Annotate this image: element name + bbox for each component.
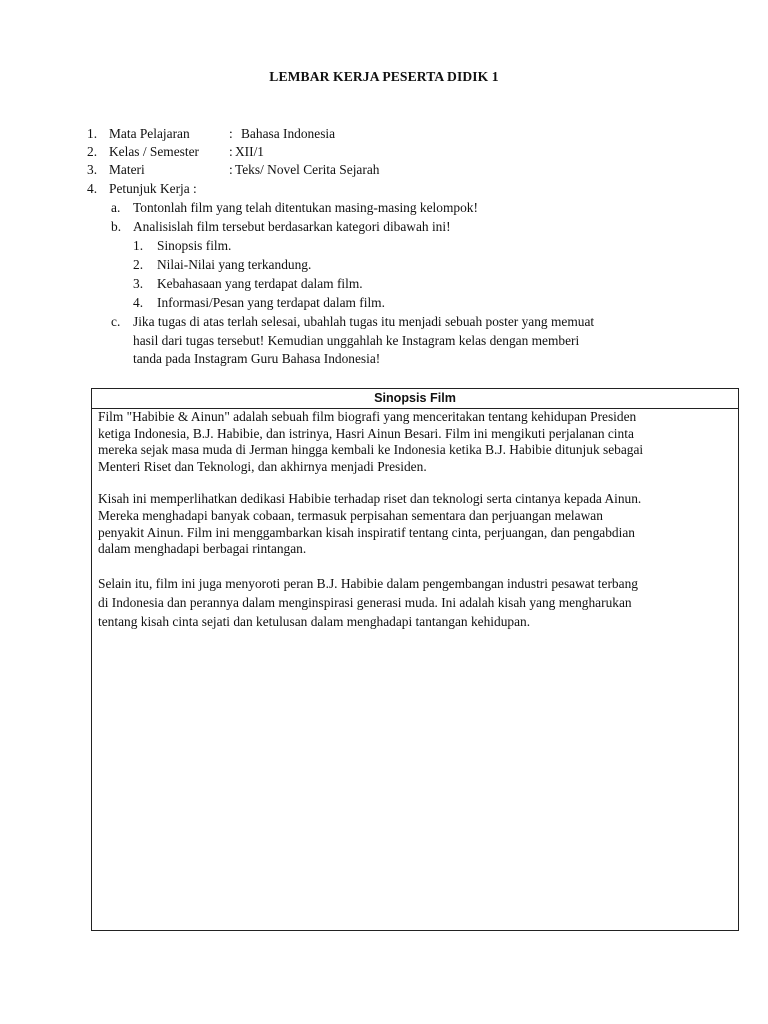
text-line: Film "Habibie & Ainun" adalah sebuah film biografi yang menceritakan tentang kehidupan Presiden [98, 409, 637, 424]
instruction-c [0, 313, 768, 331]
info-item-subject [0, 125, 768, 143]
field-separator: : [229, 126, 233, 141]
sub-item-text: Kebahasaan yang terdapat dalam film. [157, 276, 363, 291]
instruction-c-continuation [0, 332, 768, 350]
synopsis-paragraph [98, 409, 738, 475]
field-label: Materi [109, 162, 145, 177]
field-separator: : [229, 162, 233, 177]
text-line: Menteri Riset dan Teknologi, dan akhirnya menjadi Presiden. [98, 458, 427, 474]
field-value: Teks/ Novel Cerita Sejarah [235, 162, 380, 177]
instruction-a [0, 199, 768, 217]
sub-item-text: Nilai-Nilai yang terkandung. [157, 257, 312, 272]
page-title: LEMBAR KERJA PESERTA DIDIK 1 [269, 69, 499, 84]
synopsis-paragraph [98, 574, 738, 631]
text-line: mereka sejak masa muda di Jerman hingga kembali ke Indonesia ketika B.J. Habibie ditunjuk sebagai [98, 442, 644, 458]
instruction-text: Tontonlah film yang telah ditentukan masing-masing kelompok! [133, 200, 478, 215]
list-marker: c. [111, 314, 121, 329]
list-number: 2. [133, 257, 144, 272]
sub-item-text: Informasi/Pesan yang terdapat dalam film. [157, 295, 385, 310]
instruction-b [0, 218, 768, 236]
list-number: 4. [133, 295, 144, 310]
list-number: 4. [87, 181, 98, 196]
field-label: Petunjuk Kerja : [109, 181, 197, 196]
instruction-text: Analisislah film tersebut berdasarkan kategori dibawah ini! [133, 219, 451, 234]
info-item-class [0, 143, 768, 161]
synopsis-heading: Sinopsis Film [92, 389, 738, 409]
field-label: Mata Pelajaran [109, 126, 190, 141]
synopsis-body [92, 409, 738, 631]
list-number: 2. [87, 144, 98, 159]
text-line: penyakit Ainun. Film ini menggambarkan kisah inspiratif tentang cinta, perjuangan, dan pengabdian [98, 524, 635, 540]
sub-item [0, 256, 768, 274]
field-value: XII/1 [235, 144, 265, 159]
sub-item-text: Sinopsis film. [157, 238, 232, 253]
field-value: Bahasa Indonesia [241, 126, 336, 141]
instruction-c-continuation [0, 350, 768, 368]
list-marker: b. [111, 219, 122, 234]
text-line: Selain itu, film ini juga menyoroti peran B.J. Habibie dalam pengembangan industri pesawat terbang [98, 575, 638, 591]
sub-item [0, 275, 768, 293]
instruction-text: hasil dari tugas tersebut! Kemudian unggahlah ke Instagram kelas dengan memberi [133, 333, 580, 348]
text-line: ketiga Indonesia, B.J. Habibie, dan istrinya, Hasri Ainun Besari. Film ini mengikuti perjalanan cinta [98, 425, 634, 441]
info-item-instructions [0, 180, 768, 198]
text-line: Kisah ini memperlihatkan dedikasi Habibie terhadap riset dan teknologi serta cintanya kepada Ainun. [98, 491, 642, 507]
list-marker: a. [111, 200, 121, 215]
instruction-text: Jika tugas di atas terlah selesai, ubahlah tugas itu menjadi sebuah poster yang memuat [133, 314, 595, 329]
list-number: 1. [87, 126, 98, 141]
list-number: 1. [133, 238, 144, 253]
field-label: Kelas / Semester [109, 144, 199, 159]
synopsis-paragraph [98, 491, 738, 557]
sub-item [0, 237, 768, 255]
list-number: 3. [87, 162, 98, 177]
sub-item [0, 294, 768, 312]
text-line: di Indonesia dan perannya dalam menginspirasi generasi muda. Ini adalah kisah yang mengharukan [98, 594, 632, 610]
text-line: tentang kisah cinta sejati dan ketulusan dalam menghadapi tantangan kehidupan. [98, 613, 531, 629]
info-item-material [0, 161, 768, 179]
list-number: 3. [133, 276, 144, 291]
text-line: Mereka menghadapi banyak cobaan, termasuk perpisahan sementara dan perjuangan melawan [98, 507, 603, 523]
field-separator: : [229, 144, 233, 159]
synopsis-box [91, 388, 739, 931]
text-line: dalam menghadapi berbagai rintangan. [98, 541, 307, 557]
instruction-text: tanda pada Instagram Guru Bahasa Indonesia! [133, 351, 381, 366]
